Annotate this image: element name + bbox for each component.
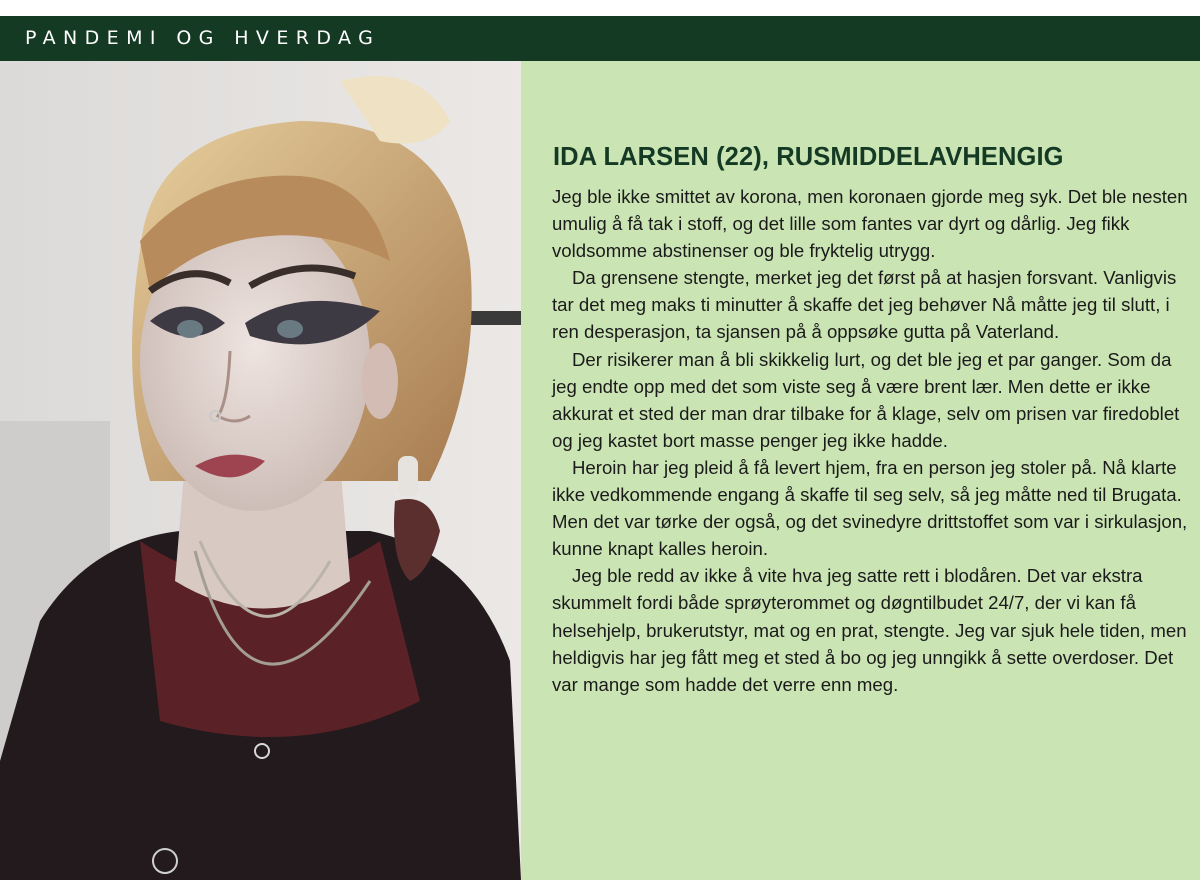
article-paragraph: Der risikerer man å bli skikkelig lurt, og det ble jeg et par ganger. Som da jeg endte opp med det som viste seg å være brent lær. Men dette er ikke akkurat et sted der man drar tilbake for å klage, selv om prisen var firedoblet og jeg kastet bort masse penger jeg ikke hadde.	[552, 348, 1180, 451]
section-header	[0, 16, 1200, 61]
article-title: IDA LARSEN (22), RUSMIDDELAVHENGIG	[553, 143, 1064, 171]
portrait-photo	[0, 61, 521, 880]
article-paragraph: Jeg ble redd av ikke å vite hva jeg satte rett i blodåren. Det var ekstra skummelt fordi både sprøyterommet og døgntilbudet 24/7, der vi kan få helsehjelp, brukerutstyr, mat og en prat, stengte. Jeg var sjuk hele tiden, men heldigvis har jeg fått meg et sted å bo og jeg unngikk å sette overdoser. Det var mange som hadde det verre enn meg.	[552, 565, 1187, 695]
article-paragraph: Jeg ble ikke smittet av korona, men koronaen gjorde meg syk. Det ble nesten umulig å få tak i stoff, og det lille som fantes var dyrt og dårlig. Jeg fikk voldsomme abstinenser og ble fryktelig utrygg.	[552, 186, 1188, 262]
article-body	[552, 183, 1192, 698]
article-paragraph: Heroin har jeg pleid å få levert hjem, fra en person jeg stoler på. Nå klarte ikke vedkommende engang å skaffe til seg selv, så jeg måtte ned til Brugata. Men det var tørke der også, og det svinedyre drittstoffet som var i sirkulasjon, kunne knapt kalles heroin.	[552, 456, 1188, 560]
portrait-illustration	[0, 61, 521, 880]
article-panel	[521, 61, 1200, 880]
article-paragraph: Da grensene stengte, merket jeg det først på at hasjen forsvant. Vanligvis tar det meg maks ti minutter å skaffe det jeg behøver Nå måtte jeg til slutt, i ren desperasjon, ta sjansen på å oppsøke gutta på Vaterland.	[552, 267, 1177, 343]
section-title: PANDEMI OG HVERDAG	[25, 27, 381, 49]
